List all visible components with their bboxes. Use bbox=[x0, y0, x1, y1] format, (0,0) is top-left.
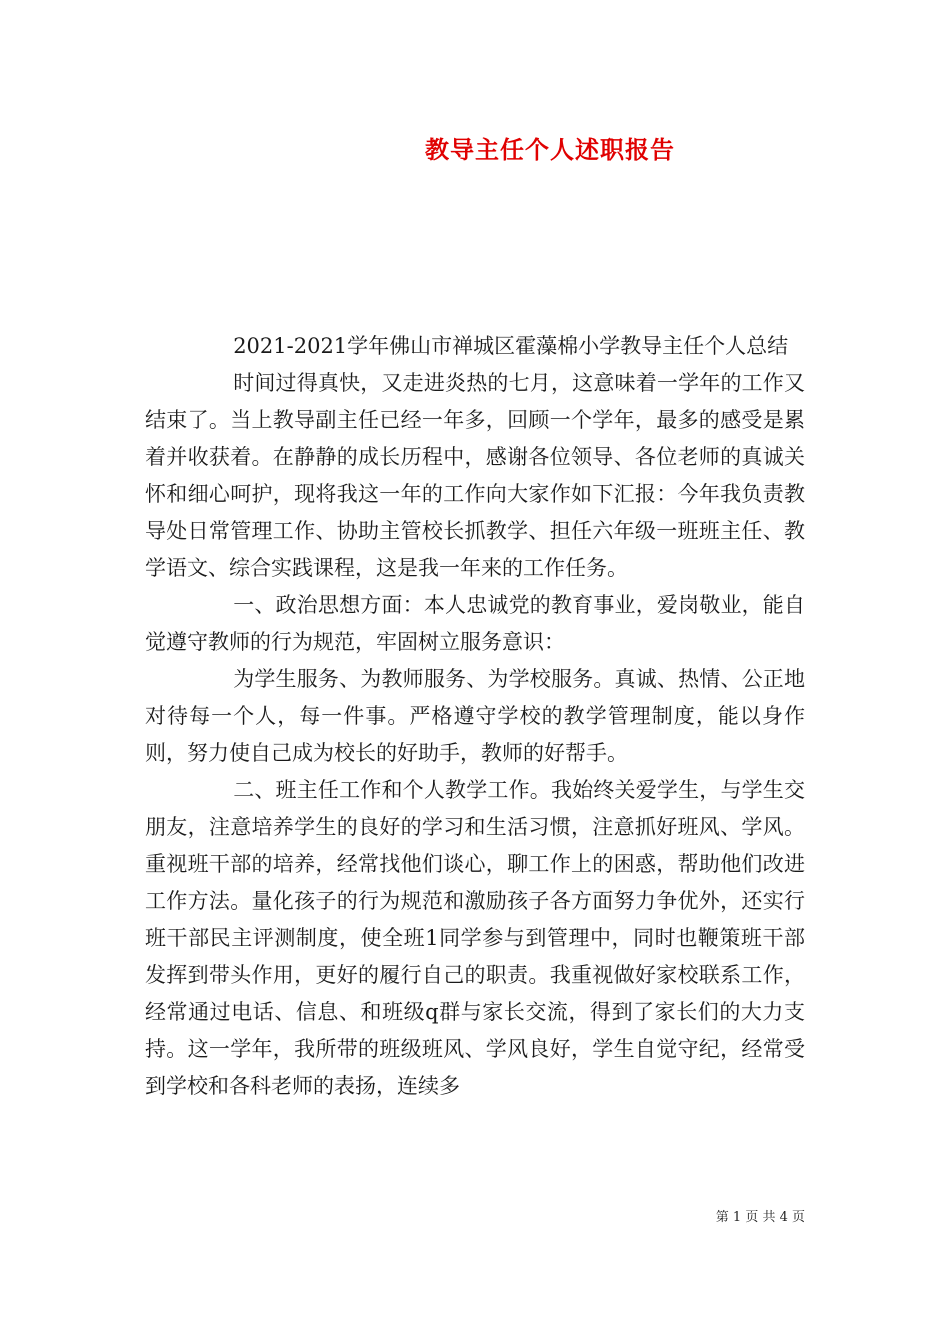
paragraph-political: 一、政治思想方面：本人忠诚党的教育事业，爱岗敬业，能自觉遵守教师的行为规范，牢固树立服务意识： bbox=[145, 593, 805, 654]
paragraph-intro: 时间过得真快，又走进炎热的七月，这意味着一学年的工作又结束了。当上教导副主任已经一年多，回顾一个学年，最多的感受是累着并收获着。在静静的成长历程中，感谢各位领导、各位老师的真诚关怀和细心呵护，现将我这一年的工作向大家作如下汇报：今年我负责教导处日常管理工作、协助主管校长抓教学、担任六年级一班班主任、教学语文、综合实践课程，这是我一年来的工作任务。 bbox=[145, 371, 805, 580]
page-number-footer: 第 1 页 共 4 页 bbox=[715, 1210, 805, 1225]
paragraph-class-teaching: 二、班主任工作和个人教学工作。我始终关爱学生，与学生交朋友，注意培养学生的良好的学习和生活习惯，注意抓好班风、学风。重视班干部的培养，经常找他们谈心，聊工作上的困惑，帮助他们改进工作方法。量化孩子的行为规范和激励孩子各方面努力争优外，还实行班干部民主评测制度，使全班1同学参与到管理中，同时也鞭策班干部发挥到带头作用，更好的履行自己的职责。我重视做好家校联系工作，经常通过电话、信息、和班级q群与家长交流，得到了家长们的大力支持。这一学年，我所带的班级班风、学风良好，学生自觉守纪，经常受到学校和各科老师的表扬，连续多 bbox=[145, 778, 805, 1098]
document-body bbox=[145, 328, 805, 1105]
paragraph-heading-line: 2021-2021学年佛山市禅城区霍藻棉小学教导主任个人总结 bbox=[233, 334, 789, 358]
paragraph-service: 为学生服务、为教师服务、为学校服务。真诚、热情、公正地对待每一个人，每一件事。严格遵守学校的教学管理制度，能以身作则，努力使自己成为校长的好助手，教师的好帮手。 bbox=[145, 667, 805, 765]
page-title: 教导主任个人述职报告 bbox=[425, 135, 675, 164]
